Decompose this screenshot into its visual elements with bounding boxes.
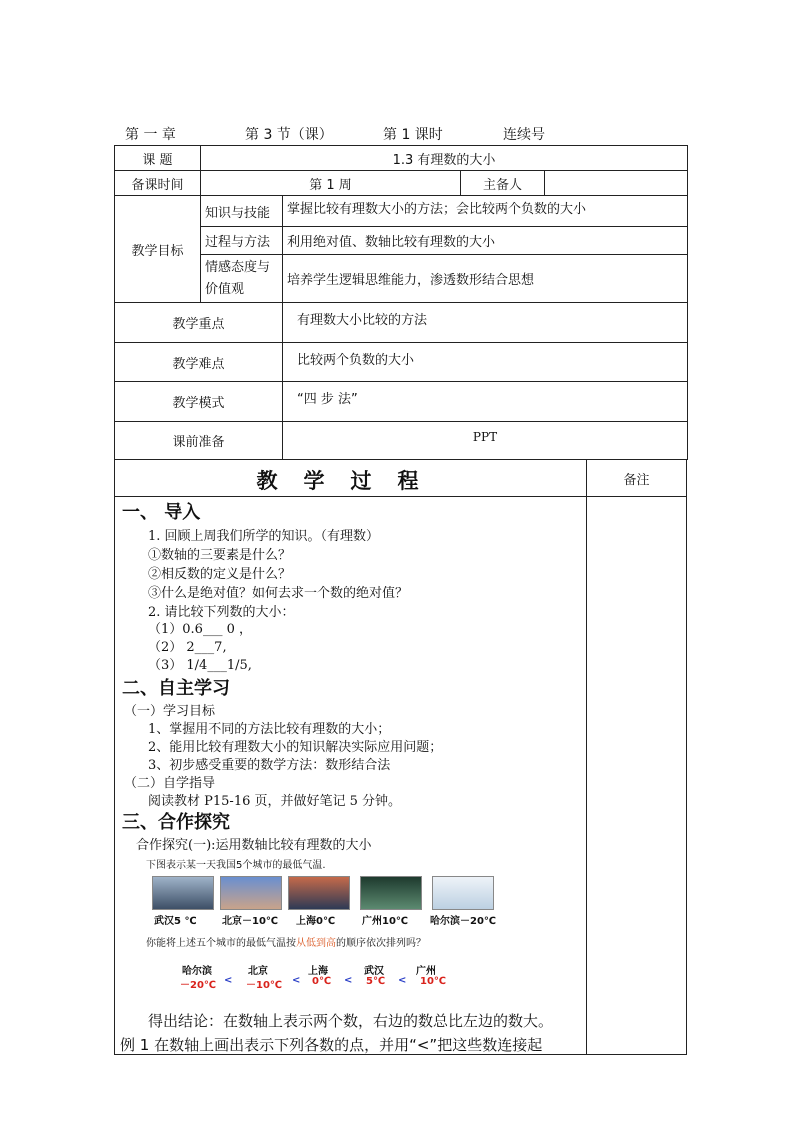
caption-harbin: 哈尔滨－20℃ — [430, 916, 497, 927]
goal-label: 教学目标 — [115, 196, 201, 303]
figure-intro: 下图表示某一天我国5个城市的最低气温. — [146, 860, 326, 871]
s1-line: （1）0.6___ 0 ， — [148, 622, 252, 637]
goal-name-attitude — [201, 255, 283, 303]
prep-value: PPT — [283, 422, 688, 460]
difficulty-value: 比较两个负数的大小 — [283, 343, 688, 382]
caption-shanghai: 上海0℃ — [296, 916, 336, 927]
s1-line: 1. 回顾上周我们所学的知识。（有理数） — [148, 529, 380, 544]
section-2-title: 二、自主学习 — [122, 678, 230, 699]
caption-beijing: 北京－10℃ — [222, 916, 279, 927]
prep-label: 课前准备 — [115, 422, 283, 460]
info-table — [114, 145, 688, 460]
goal-text-process: 利用绝对值、数轴比较有理数的大小 — [283, 227, 688, 255]
order-city: 哈尔滨 — [182, 966, 212, 977]
example-1-text: 例 1 在数轴上画出表示下列各数的点，并用“<”把这些数连接起 — [120, 1036, 543, 1054]
s1-line: ①数轴的三要素是什么？ — [148, 548, 292, 563]
order-temp: 5℃ — [366, 976, 386, 987]
caption-wuhan: 武汉5 ℃ — [154, 916, 197, 927]
question-part-b: 的顺序依次排列吗？ — [336, 938, 426, 949]
figure-question — [146, 934, 426, 949]
time-label: 备课时间 — [115, 171, 201, 196]
order-temp: －20℃ — [180, 980, 217, 991]
goal-name-knowledge: 知识与技能 — [201, 196, 283, 227]
serial-label: 连续号 — [503, 127, 545, 143]
order-city: 北京 — [248, 966, 268, 977]
s2-line: 阅读教材 P15-16 页，并做好笔记 5 分钟。 — [148, 794, 402, 809]
title-row-divider — [115, 496, 686, 497]
note-label: 备注 — [623, 473, 650, 488]
order-temp: 0℃ — [312, 976, 332, 987]
s1-line: 2. 请比较下列数的大小： — [148, 605, 295, 620]
less-than-sign: < — [224, 975, 233, 986]
difficulty-label: 教学难点 — [115, 343, 283, 382]
s2-line: （一）学习目标 — [124, 704, 216, 719]
section-1-title: 一、 导入 — [122, 502, 201, 523]
mode-value: “四 步 法” — [283, 382, 688, 422]
order-temp: 10℃ — [420, 976, 447, 987]
order-city: 广州 — [416, 966, 436, 977]
s2-line: 3、初步感受重要的数学方法：数形结合法 — [148, 758, 391, 773]
s3-subtitle: 合作探究(一):运用数轴比较有理数的大小 — [136, 838, 372, 853]
s1-line: ③什么是绝对值？如何去求一个数的绝对值？ — [148, 586, 409, 601]
city-temperature-figure — [136, 850, 526, 1000]
s1-line: ②相反数的定义是什么？ — [148, 567, 292, 582]
less-than-sign: < — [292, 975, 301, 986]
section-label: 第 3 节（课） — [245, 127, 333, 143]
wuhan-image — [152, 876, 214, 910]
order-city: 武汉 — [364, 966, 384, 977]
key-label: 教学重点 — [115, 303, 283, 343]
note-column-divider — [586, 459, 587, 1054]
time-value: 第 1 周 — [201, 171, 461, 196]
question-highlight: 从低到高 — [296, 938, 336, 949]
s2-line: （二）自学指导 — [124, 776, 216, 791]
chapter-label: 第 一 章 — [125, 127, 176, 143]
harbin-image — [432, 876, 494, 910]
goal-text-attitude: 培养学生逻辑思维能力，渗透数形结合思想 — [283, 255, 688, 303]
preparer-label: 主备人 — [461, 171, 545, 196]
goal-text-knowledge: 掌握比较有理数大小的方法；会比较两个负数的大小 — [283, 196, 688, 227]
preparer-value — [545, 171, 688, 196]
goal-name-process: 过程与方法 — [201, 227, 283, 255]
section-3-title: 三、合作探究 — [122, 812, 230, 833]
shanghai-image — [288, 876, 350, 910]
topic-value: 1.3 有理数的大小 — [201, 146, 688, 171]
goal-name-attitude-line1: 情感态度与 — [205, 259, 271, 275]
process-title: 教学过程 — [256, 469, 445, 493]
lesson-label: 第 1 课时 — [383, 127, 443, 143]
s1-line: （3） 1/4___1/5, — [148, 658, 252, 673]
guangzhou-image — [360, 876, 422, 910]
goal-name-attitude-line2: 价值观 — [205, 281, 245, 297]
caption-guangzhou: 广州10℃ — [362, 916, 409, 927]
s1-line: （2） 2___7, — [148, 640, 227, 655]
topic-label: 课 题 — [115, 146, 201, 171]
s2-line: 2、能用比较有理数大小的知识解决实际应用问题； — [148, 740, 443, 755]
key-value: 有理数大小比较的方法 — [283, 303, 688, 343]
conclusion-text: 得出结论：在数轴上表示两个数，右边的数总比左边的数大。 — [148, 1012, 554, 1030]
order-city: 上海 — [308, 966, 328, 977]
question-part-a: 你能将上述五个城市的最低气温按 — [146, 938, 296, 949]
beijing-image — [220, 876, 282, 910]
mode-label: 教学模式 — [115, 382, 283, 422]
less-than-sign: < — [344, 975, 353, 986]
less-than-sign: < — [398, 975, 407, 986]
order-temp: －10℃ — [246, 980, 283, 991]
s2-line: 1、掌握用不同的方法比较有理数的大小； — [148, 722, 391, 737]
